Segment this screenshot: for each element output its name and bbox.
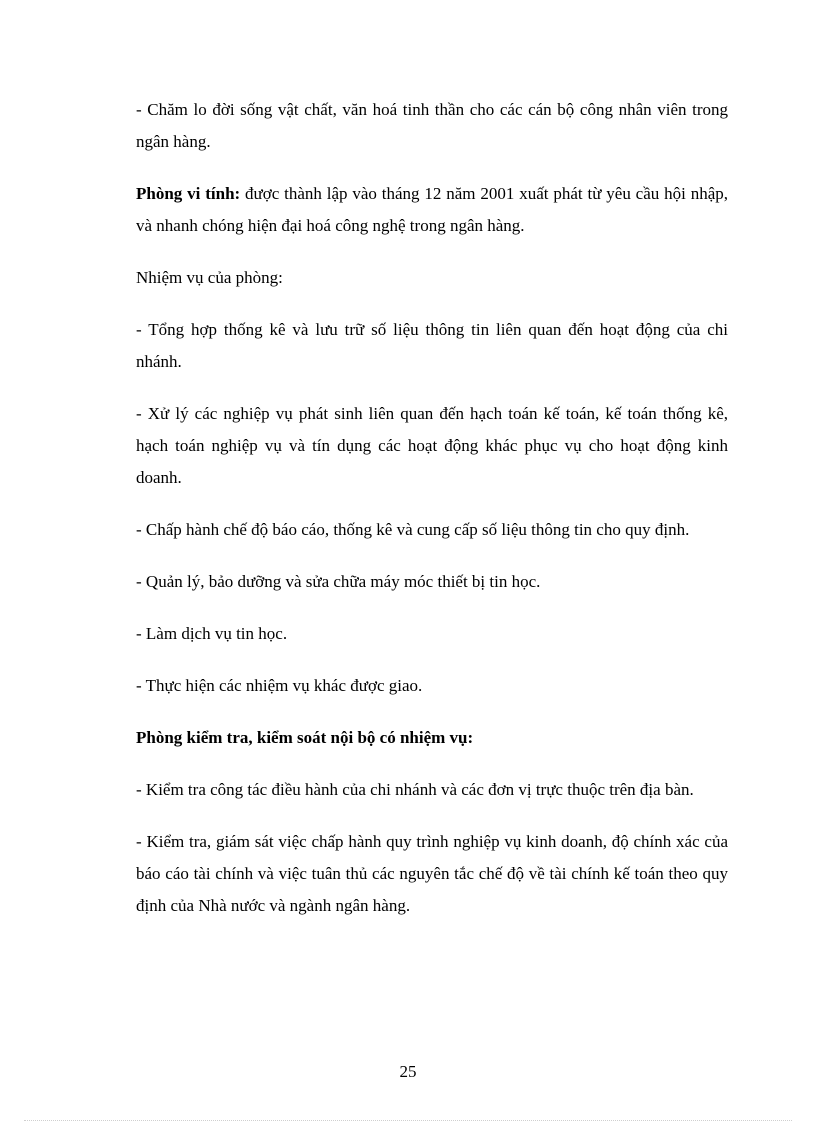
paragraph-text: - Làm dịch vụ tin học. (136, 624, 288, 643)
paragraph-duties-intro (136, 262, 728, 294)
list-item (136, 566, 728, 598)
list-item (136, 314, 728, 378)
section-heading-internal-audit (136, 722, 728, 754)
body-text (136, 94, 728, 942)
list-item (136, 398, 728, 494)
paragraph-text: - Tổng hợp thống kê và lưu trữ số liệu thông tin liên quan đến hoạt động của chi nhánh. (136, 320, 728, 371)
paragraph-text: - Kiểm tra, giám sát việc chấp hành quy trình nghiệp vụ kinh doanh, độ chính xác của báo cáo tài chính và việc tuân thủ các nguyên tắc chế độ về tài chính kế toán theo quy định của Nhà nước và ngành ngân hàng. (136, 832, 728, 915)
paragraph-text: - Kiểm tra công tác điều hành của chi nhánh và các đơn vị trực thuộc trên địa bàn. (136, 780, 694, 799)
list-item (136, 514, 728, 546)
paragraph-text: Phòng kiểm tra, kiểm soát nội bộ có nhiệm vụ: (136, 728, 474, 747)
paragraph-welfare (136, 94, 728, 158)
paragraph-text: - Xử lý các nghiệp vụ phát sinh liên quan đến hạch toán kế toán, kế toán thống kê, hạch toán nghiệp vụ và tín dụng các hoạt động khác phục vụ cho hoạt động kinh doanh. (136, 404, 728, 487)
list-item (136, 774, 728, 806)
section-heading-it-department: Phòng vi tính: (136, 184, 241, 203)
paragraph-it-department (136, 178, 728, 242)
paragraph-text: - Thực hiện các nhiệm vụ khác được giao. (136, 676, 423, 695)
page-edge-divider (24, 1120, 792, 1121)
list-item (136, 826, 728, 922)
list-item (136, 618, 728, 650)
paragraph-text: - Chấp hành chế độ báo cáo, thống kê và cung cấp số liệu thông tin cho quy định. (136, 520, 690, 539)
paragraph-text: Nhiệm vụ của phòng: (136, 268, 283, 287)
list-item (136, 670, 728, 702)
page-number: 25 (399, 1062, 417, 1081)
paragraph-text: - Chăm lo đời sống vật chất, văn hoá tinh thần cho các cán bộ công nhân viên trong ngân hàng. (136, 100, 728, 151)
paragraph-text: - Quản lý, bảo dưỡng và sửa chữa máy móc thiết bị tin học. (136, 572, 541, 591)
paragraph-text: được thành lập vào tháng 12 năm 2001 xuất phát từ yêu cầu hội nhập, và nhanh chóng hiện đại hoá công nghệ trong ngân hàng. (136, 184, 728, 235)
